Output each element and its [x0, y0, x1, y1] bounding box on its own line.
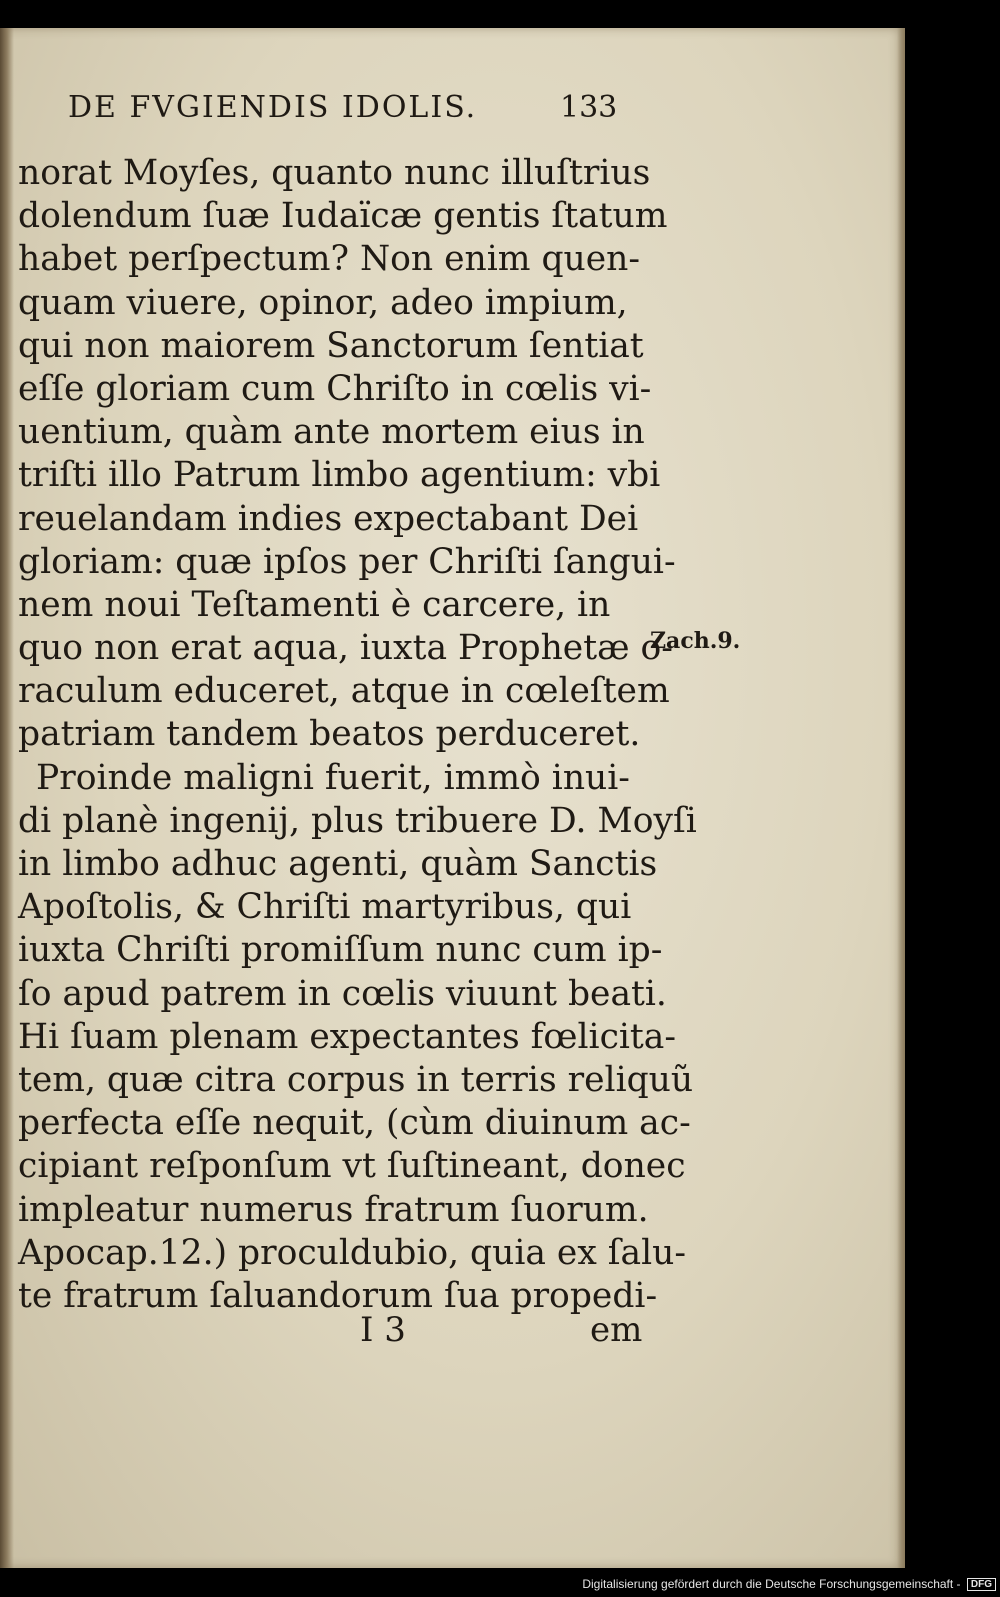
text-line: Hi ſuam plenam expectantes fœlicita- — [18, 1016, 677, 1057]
catchword: em — [590, 1310, 643, 1350]
digitization-credit — [582, 1577, 996, 1591]
text-line: gloriam: quæ ipſos per Chriſti ſangui- — [18, 541, 676, 582]
page-number: 133 — [560, 90, 618, 125]
text-line: di planè ingenij, plus tribuere D. Moyſi — [18, 800, 697, 841]
text-line: te fratrum ſaluandorum ſua propedi- — [18, 1275, 658, 1316]
text-line: uentium, quàm ante mortem eius in — [18, 412, 645, 453]
text-line: perfecta eſſe nequit, (cùm diuinum ac- — [18, 1103, 691, 1144]
dfg-logo: DFG — [967, 1578, 996, 1591]
text-line: eſſe gloriam cum Chriſto in cœlis vi- — [18, 368, 652, 409]
margin-note: Zach.9. — [650, 628, 741, 654]
text-line: Apocap.12.) proculdubio, quia ex ſalu- — [18, 1232, 687, 1273]
text-line: iuxta Chriſti promiſſum nunc cum ip- — [18, 930, 663, 971]
text-line: Proinde maligni fuerit, immò inui- — [36, 757, 630, 798]
text-line: qui non maiorem Sanctorum ſentiat — [18, 325, 644, 366]
text-line: reuelandam indies expectabant Dei — [18, 498, 639, 539]
signature-mark: I 3 — [360, 1310, 406, 1350]
page-gutter-shadow — [0, 28, 14, 1568]
text-line: dolendum ſuæ Iudaïcæ gentis ſtatum — [18, 196, 668, 237]
text-line: norat Moyſes, quanto nunc illuſtrius — [18, 153, 651, 193]
credit-text: Digitalisierung gefördert durch die Deutsche Forschungsgemeinschaft - — [582, 1576, 961, 1591]
page-edge-shadow — [897, 28, 905, 1568]
text-line: nem noui Teſtamenti è carcere, in — [18, 584, 611, 625]
text-line: Apoſtolis, & Chriſti martyribus, qui — [18, 887, 632, 928]
text-line: tem, quæ citra corpus in terris reliquũ — [18, 1059, 694, 1100]
text-line: triſti illo Patrum limbo agentium: vbi — [18, 455, 661, 496]
text-line: habet perſpectum? Non enim quen- — [18, 239, 641, 280]
text-line: cipiant reſponſum vt ſuſtineant, donec — [18, 1146, 686, 1187]
book-page — [0, 28, 905, 1568]
text-line: quam viuere, opinor, adeo impium, — [18, 282, 628, 323]
text-line: patriam tandem beatos perduceret. — [18, 714, 641, 755]
text-line: raculum educeret, atque in cœleſtem — [18, 671, 670, 712]
text-line: impleatur numerus fratrum ſuorum. — [18, 1189, 649, 1230]
text-line: quo non erat aqua, iuxta Prophetæ o- — [18, 628, 673, 669]
running-head: DE FVGIENDIS IDOLIS. — [68, 90, 478, 125]
text-line: in limbo adhuc agenti, quàm Sanctis — [18, 844, 658, 884]
text-line: ſo apud patrem in cœlis viuunt beati. — [18, 973, 667, 1014]
